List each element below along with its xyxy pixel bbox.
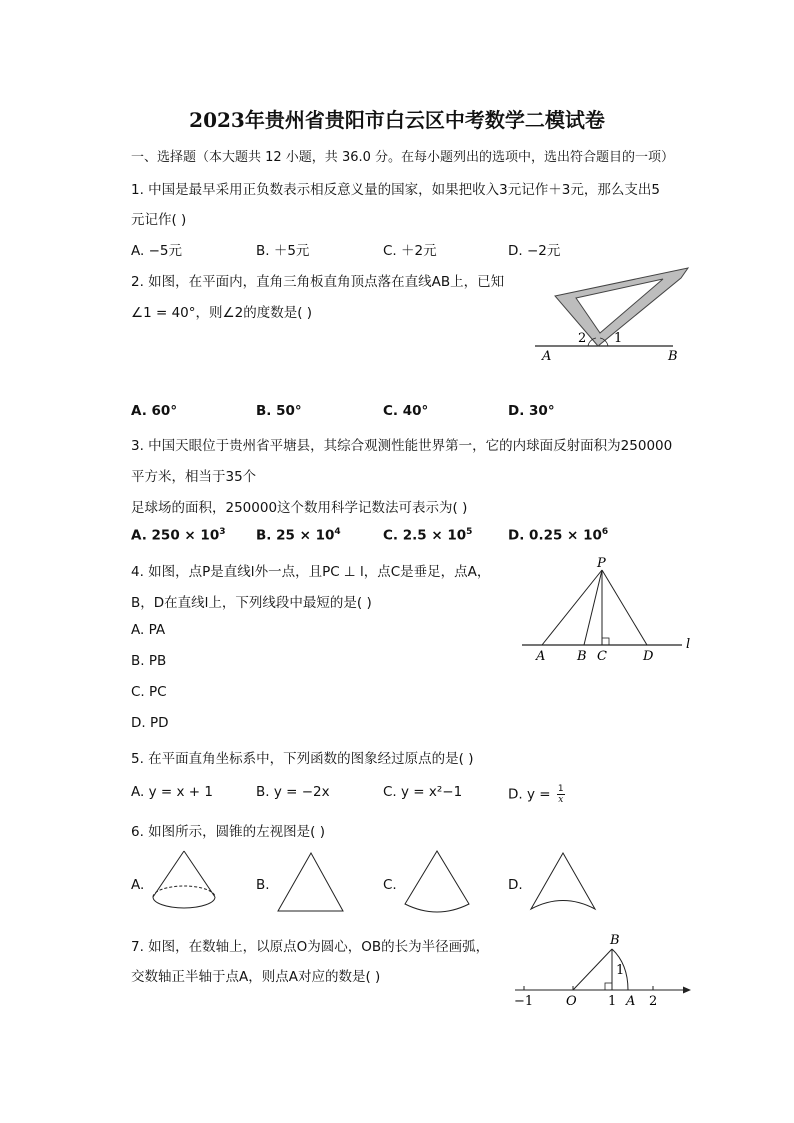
- q4-perpendicular-figure: [520, 556, 700, 666]
- q1-text-line2: 元记作( ): [131, 212, 187, 228]
- q4-text-line2: B，D在直线l上，下列线段中最短的是( ): [131, 595, 372, 611]
- q2-option-d: D. 30°: [508, 403, 555, 419]
- point-d-label: D: [643, 649, 654, 664]
- point-a-label: A: [626, 994, 636, 1009]
- q1-option-d: D. −2元: [508, 243, 561, 259]
- page-title: 2023年贵州省贵阳市白云区中考数学二模试卷: [189, 108, 605, 132]
- q7-text-line2: 交数轴正半轴于点A，则点A对应的数是( ): [131, 969, 381, 985]
- segment-ob: [573, 949, 612, 990]
- q1-text-line1: 1. 中国是最早采用正负数表示相反意义量的国家，如果把收入3元记作＋3元，那么支出5: [131, 182, 660, 198]
- q4-option-a: A. PA: [131, 622, 166, 638]
- q5-text-line1: 5. 在平面直角坐标系中，下列函数的图象经过原点的是( ): [131, 751, 474, 767]
- point-b-label: B: [668, 349, 678, 364]
- q7-number-line-figure: [510, 928, 695, 1010]
- q3-option-d: D. $0.25 \times 10^6$: [508, 527, 609, 544]
- point-p-label: P: [597, 556, 606, 571]
- q4-option-c: C. PC: [131, 684, 167, 700]
- q6-option-d-concave-triangle: [528, 850, 598, 915]
- q4-option-d: D. PD: [131, 715, 169, 731]
- q3-text-line3: 足球场的面积，250000这个数用科学记数法可表示为( ): [131, 500, 468, 516]
- fraction: $\frac{1}{x}$: [557, 784, 564, 805]
- q6-option-a-letter: A.: [131, 877, 145, 893]
- tick-two-label: 2: [649, 994, 658, 1009]
- q6-option-b-letter: B.: [256, 877, 270, 893]
- origin-o-label: O: [566, 994, 577, 1009]
- q5-option-a: A. y = x + 1: [131, 784, 213, 800]
- q3-option-a: A. $250 \times 10^3$: [131, 527, 226, 544]
- tick-one-label: 1: [608, 994, 617, 1009]
- angle-1-label: 1: [614, 331, 623, 346]
- q1-option-b: B. ＋5元: [256, 243, 310, 259]
- q1-option-a: A. −5元: [131, 243, 182, 259]
- q6-option-b-triangle: [275, 850, 345, 915]
- q6-option-a-cone: [150, 848, 220, 918]
- point-b-label: B: [577, 649, 587, 664]
- section-heading: 一、选择题（本大题共 12 小题，共 36.0 分。在每小题列出的选项中，选出符合题目的一项）: [131, 150, 675, 165]
- q3-option-c: C. $2.5 \times 10^5$: [383, 527, 473, 544]
- q5-option-c: C. y = x²−1: [383, 784, 463, 800]
- angle-2-label: 2: [578, 331, 587, 346]
- q7-text-line1: 7. 如图，在数轴上，以原点O为圆心，OB的长为半径画弧，: [131, 939, 490, 955]
- q4-option-b: B. PB: [131, 653, 167, 669]
- axis-arrow: [683, 987, 691, 994]
- q6-option-c-sector: [402, 848, 472, 916]
- q3-text-line1: 3. 中国天眼位于贵州省平塘县，其综合观测性能世界第一，它的内球面反射面积为250000: [131, 438, 673, 454]
- point-a-label: A: [536, 649, 546, 664]
- q3-option-b: B. $25 \times 10^4$: [256, 527, 341, 544]
- q6-option-c-letter: C.: [383, 877, 397, 893]
- q4-text-line1: 4. 如图，点P是直线l外一点，且PC ⊥ l，点C是垂足，点A，: [131, 564, 491, 580]
- q2-option-b: B. 50°: [256, 403, 302, 419]
- q5-option-d: D. y = $\frac{1}{x}$: [508, 784, 564, 805]
- q5-option-b: B. y = −2x: [256, 784, 330, 800]
- q6-option-d-letter: D.: [508, 877, 523, 893]
- line-l-label: l: [686, 637, 691, 652]
- q6-text-line1: 6. 如图所示，圆锥的左视图是( ): [131, 824, 325, 840]
- q2-triangle-ruler-figure: [530, 264, 695, 364]
- q2-option-c: C. 40°: [383, 403, 429, 419]
- q2-option-a: A. 60°: [131, 403, 178, 419]
- point-c-label: C: [597, 649, 607, 664]
- q2-text-line1: 2. 如图，在平面内，直角三角板直角顶点落在直线AB上，已知: [131, 274, 505, 290]
- side-length-label: 1: [616, 963, 625, 978]
- point-a-label: A: [542, 349, 552, 364]
- tick-minus-one-label: −1: [514, 994, 534, 1009]
- q1-option-c: C. ＋2元: [383, 243, 437, 259]
- right-angle-mark: [602, 638, 609, 645]
- point-b-label: B: [610, 933, 620, 948]
- q2-text-line2: ∠1 = 40°，则∠2的度数是( ): [131, 305, 313, 321]
- right-angle-mark: [605, 983, 612, 990]
- q3-text-line2: 平方米，相当于35个: [131, 469, 257, 485]
